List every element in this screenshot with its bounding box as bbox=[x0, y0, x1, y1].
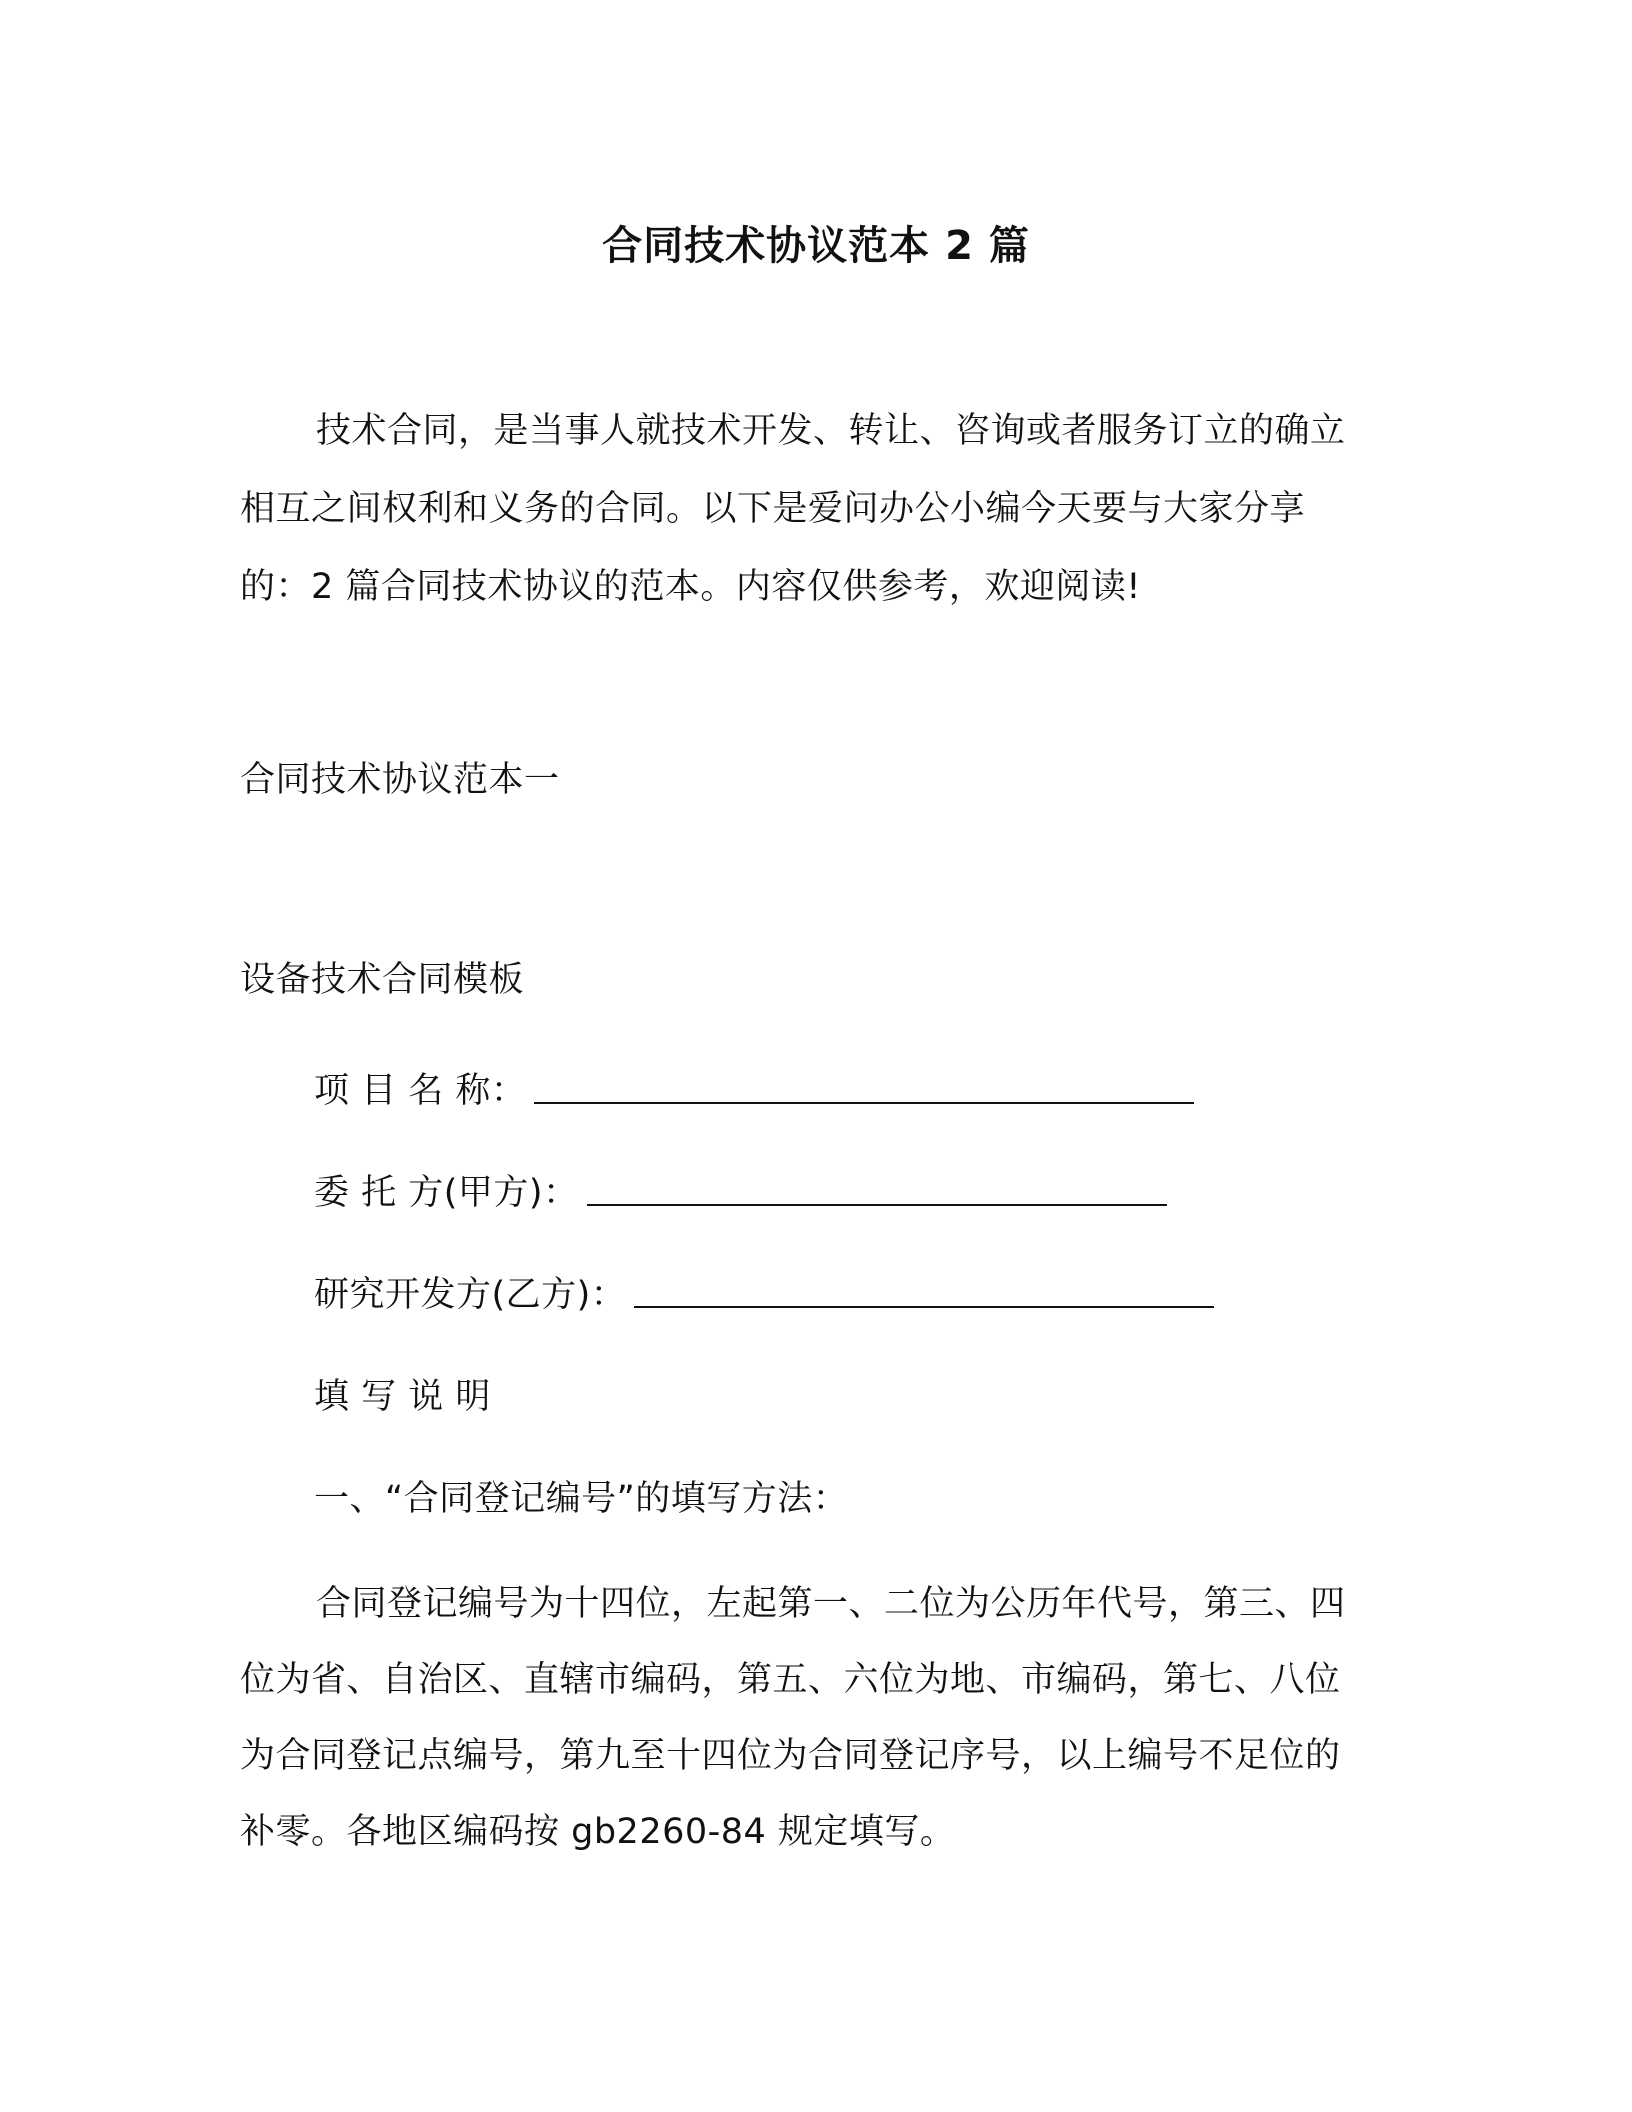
developer-field bbox=[314, 1270, 1214, 1320]
client-label: 委 托 方(甲方)： bbox=[314, 1173, 579, 1213]
template-heading: 设备技术合同模板 bbox=[240, 960, 525, 1000]
registration-number-paragraph: 合同登记编号为十四位，左起第一、二位为公历年代号，第三、四位为省、自治区、直辖市编码，第五、六位为地、市编码，第七、八位为合同登记点编号，第九至十四位为合同登记序号，以上编号不足位的补零。各地区编码按 gb2260-84 规定填写。 bbox=[240, 1584, 1346, 1852]
registration-number-heading: 一、“合同登记编号”的填写方法： bbox=[314, 1479, 849, 1519]
fill-instructions-heading: 填 写 说 明 bbox=[314, 1377, 491, 1417]
project-name-field bbox=[314, 1066, 1194, 1116]
client-field bbox=[314, 1168, 1167, 1218]
document-title: 合同技术协议范本 2 篇 bbox=[602, 223, 1030, 269]
project-name-blank bbox=[534, 1068, 1194, 1104]
developer-label: 研究开发方(乙方)： bbox=[314, 1275, 627, 1315]
project-name-label: 项 目 名 称： bbox=[314, 1071, 527, 1111]
developer-blank bbox=[634, 1272, 1214, 1308]
section-heading: 合同技术协议范本一 bbox=[240, 760, 560, 800]
client-blank bbox=[587, 1170, 1167, 1206]
intro-paragraph: 技术合同，是当事人就技术开发、转让、咨询或者服务订立的确立相互之间权利和义务的合同。以下是爱问办公小编今天要与大家分享的：2 篇合同技术协议的范本。内容仅供参考，欢迎阅读! bbox=[240, 411, 1346, 607]
